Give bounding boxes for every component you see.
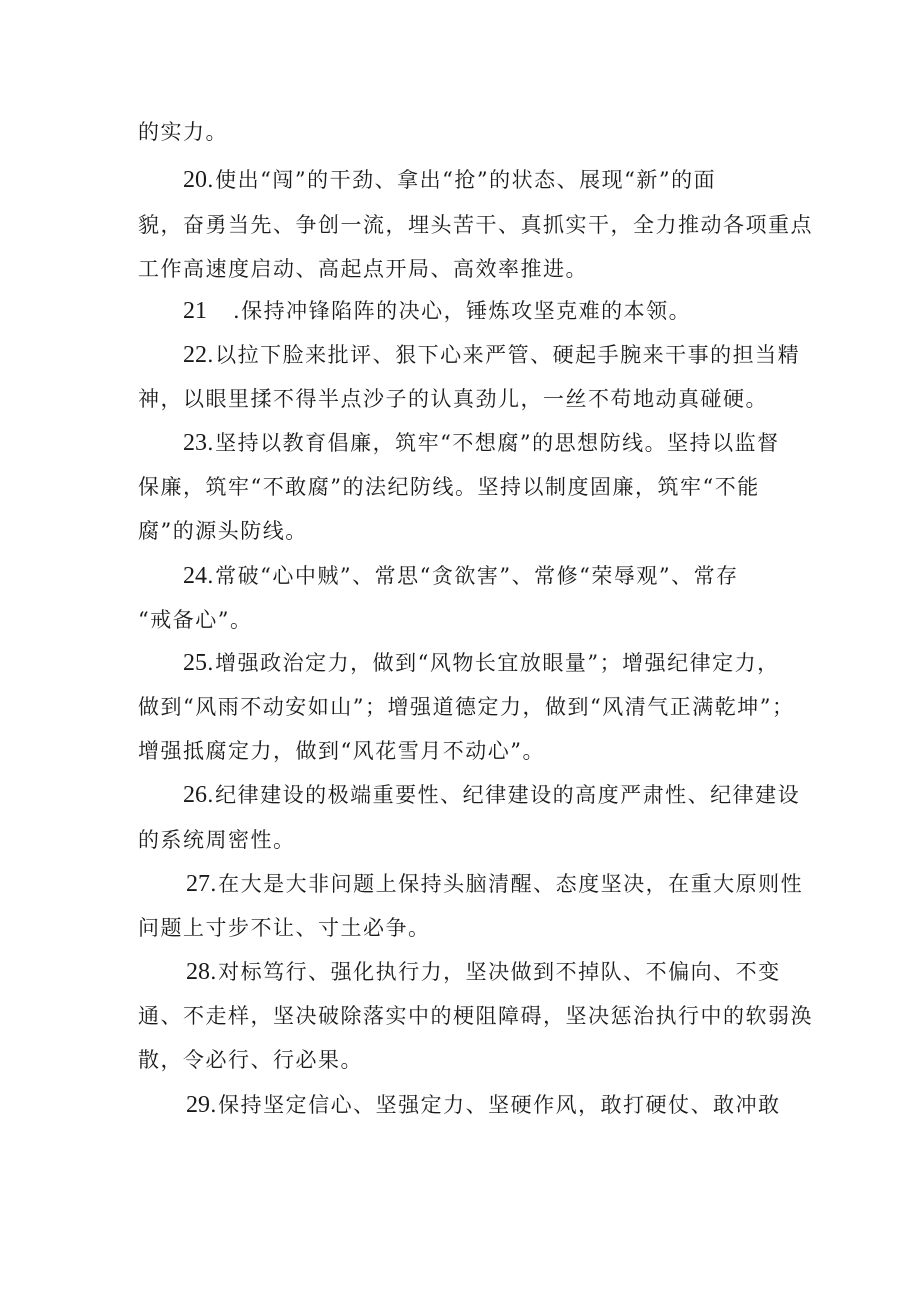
item-number: 24 xyxy=(183,563,207,589)
paragraph-21-line-1: 21 .保持冲锋陷阵的决心，锤炼攻坚克难的本领。 xyxy=(183,298,692,324)
paragraph-20-line-3: 工作高速度启动、高起点开局、高效率推进。 xyxy=(138,257,588,281)
item-number: 25 xyxy=(183,650,207,676)
paragraph-24-line-1: 24.常破“心中贼”、常思“贪欲害”、常修“荣辱观”、常存 xyxy=(183,563,739,589)
item-number: 26 xyxy=(183,782,207,808)
paragraph-24-line-2: “戒备心”。 xyxy=(138,608,253,632)
paragraph-22-line-2: 神，以眼里揉不得半点沙子的认真劲儿，一丝不苟地动真碰硬。 xyxy=(138,387,768,411)
paragraph-20-line-1: 20.使出“闯”的干劲、拿出“抢”的状态、展现“新”的面 xyxy=(183,167,717,193)
paragraph-28-line-1: 28.对标笃行、强化执行力，坚决做到不掉队、不偏向、不变 xyxy=(186,959,781,985)
paragraph-27-line-2: 问题上寸步不让、寸土必争。 xyxy=(138,916,431,940)
paragraph-20-line-2: 貌，奋勇当先、争创一流，埋头苦干、真抓实干，全力推动各项重点 xyxy=(138,213,813,237)
item-number: 23 xyxy=(183,430,207,456)
paragraph-23-line-3: 腐”的源头防线。 xyxy=(138,519,308,543)
item-number: 28 xyxy=(186,959,210,985)
paragraph-line: 的实力。 xyxy=(138,120,228,144)
paragraph-23-line-2: 保廉，筑牢“不敢腐”的法纪防线。坚持以制度固廉，筑牢“不能 xyxy=(138,475,760,499)
paragraph-26-line-2: 的系统周密性。 xyxy=(138,828,296,852)
paragraph-23-line-1: 23.坚持以教育倡廉，筑牢“不想腐”的思想防线。坚持以监督 xyxy=(183,430,780,456)
paragraph-25-line-2: 做到“风雨不动安如山”；增强道德定力，做到“风清气正满乾坤”； xyxy=(138,695,795,719)
paragraph-28-line-3: 散，令必行、行必果。 xyxy=(138,1048,363,1072)
paragraph-25-line-1: 25.增强政治定力，做到“风物长宜放眼量”；增强纪律定力， xyxy=(183,650,780,676)
paragraph-22-line-1: 22.以拉下脸来批评、狠下心来严管、硬起手腕来干事的担当精 xyxy=(183,342,801,368)
paragraph-25-line-3: 增强抵腐定力，做到“风花雪月不动心”。 xyxy=(138,739,545,763)
paragraph-27-line-1: 27.在大是大非问题上保持头脑清醒、态度坚决，在重大原则性 xyxy=(186,871,804,897)
item-number: 20 xyxy=(183,167,207,193)
item-number: 21 xyxy=(183,298,207,324)
paragraph-28-line-2: 通、不走样，坚决破除落实中的梗阻障碍，坚决惩治执行中的软弱涣 xyxy=(138,1004,813,1028)
item-number: 29 xyxy=(186,1092,210,1118)
item-number: 27 xyxy=(186,871,210,897)
paragraph-29-line-1: 29.保持坚定信心、坚强定力、坚硬作风，敢打硬仗、敢冲敢 xyxy=(186,1092,781,1118)
item-number: 22 xyxy=(183,342,207,368)
paragraph-26-line-1: 26.纪律建设的极端重要性、纪律建设的高度严肃性、纪律建设 xyxy=(183,782,801,808)
